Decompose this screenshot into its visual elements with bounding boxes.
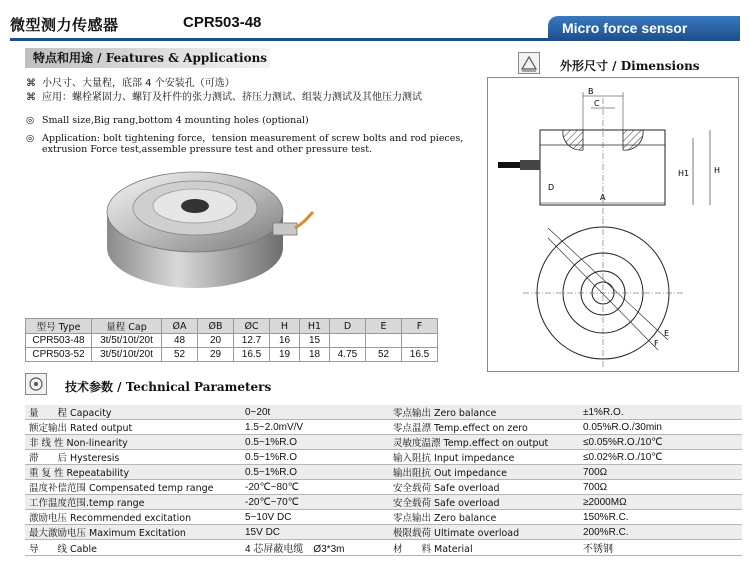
dim-label-a: A xyxy=(600,193,606,202)
table-cell: 额定输出 Rated output xyxy=(25,420,241,435)
dimension-drawing xyxy=(487,77,739,372)
parameter-table xyxy=(25,405,742,556)
table-cell: 重 复 性 Repeatability xyxy=(25,465,241,480)
feature-en-line-1: ◎ Small size,Big rang,bottom 4 mounting holes (optional) xyxy=(26,115,309,126)
technical-icon xyxy=(25,373,47,395)
product-tab: Micro force sensor xyxy=(548,16,740,41)
table-cell: 材 料 Material xyxy=(389,540,579,556)
table-cell: 0.05%R.O./30min xyxy=(579,420,742,435)
dimension-icon xyxy=(518,52,540,74)
table-cell: 灵敏度温漂 Temp.effect on output xyxy=(389,435,579,450)
model-title: CPR503-48 xyxy=(183,14,262,31)
features-heading: 特点和用途 / Features & Applications xyxy=(25,48,270,68)
bullet-icon: ◎ xyxy=(26,133,35,144)
table-cell: ≤0.05%R.O./10℃ xyxy=(579,435,742,450)
table-cell: 150%R.C. xyxy=(579,510,742,525)
table-cell: 零点输出 Zero balance xyxy=(389,510,579,525)
table-row xyxy=(25,420,742,435)
feature-cn-line-2: ⌘ 应用：螺栓紧固力、螺钉及杆件的张力测试、挤压力测试、组装力测试及其他压力测试 xyxy=(26,92,422,103)
table-cell: 0.5~1%R.O xyxy=(241,450,389,465)
table-cell: 700Ω xyxy=(579,480,742,495)
table-cell: 4 芯屏蔽电缆 Ø3*3m xyxy=(241,540,389,556)
table-cell: 输入阻抗 Input impedance xyxy=(389,450,579,465)
table-cell: 15V DC xyxy=(241,525,389,540)
dim-label-b: B xyxy=(588,87,594,96)
table-cell: 输出阻抗 Out impedance xyxy=(389,465,579,480)
dimensions-heading: 外形尺寸 / Dimensions xyxy=(518,52,743,76)
feature-en-line-2: ◎ Application: bolt tightening force，tension measurement of screw bolts and rod pieces, xyxy=(26,133,464,144)
table-row xyxy=(25,525,742,540)
technical-heading: 技术参数 / Technical Parameters xyxy=(25,373,505,397)
table-cell: 5~10V DC xyxy=(241,510,389,525)
table-cell: 滞 后 Hysteresis xyxy=(25,450,241,465)
bullet-icon: ◎ xyxy=(26,115,35,126)
model-table xyxy=(25,318,438,362)
table-row: CPR503-52 3t/5t/10t/20t 52 29 16.5 19 18 4.75 52 16.5 xyxy=(26,348,438,362)
table-row xyxy=(25,435,742,450)
model-table-header: 型号 Type 量程 Cap ØA ØB ØC H H1 D E F xyxy=(26,319,438,334)
bullet-icon: ⌘ xyxy=(26,92,36,103)
page-title-cn: 微型测力传感器 xyxy=(10,16,119,34)
table-cell: 量 程 Capacity xyxy=(25,405,241,420)
dim-label-d: D xyxy=(548,183,555,192)
table-cell: 安全载荷 Safe overload xyxy=(389,480,579,495)
table-row xyxy=(25,540,742,556)
table-cell: 温度补偿范围 Compensated temp range xyxy=(25,480,241,495)
table-row xyxy=(25,465,742,480)
table-cell: ≥2000MΩ xyxy=(579,495,742,510)
dim-label-h: H xyxy=(714,166,721,175)
sensor-photo xyxy=(95,160,315,310)
table-row xyxy=(25,480,742,495)
table-cell: 0~20t xyxy=(241,405,389,420)
table-row xyxy=(25,510,742,525)
dim-label-h1: H1 xyxy=(678,169,690,178)
table-cell: 激励电压 Recommended excitation xyxy=(25,510,241,525)
table-cell: 零点温漂 Temp.effect on zero xyxy=(389,420,579,435)
feature-en-line-3: extrusion Force test,assemble pressure test and other pressure test. xyxy=(42,144,373,155)
table-row xyxy=(25,450,742,465)
table-cell: 安全载荷 Safe overload xyxy=(389,495,579,510)
table-cell: ≤0.02%R.O./10℃ xyxy=(579,450,742,465)
dim-label-c: C xyxy=(594,99,600,108)
table-cell: 零点输出 Zero balance xyxy=(389,405,579,420)
table-cell: 不锈钢 xyxy=(579,540,742,556)
table-cell: 0.5~1%R.O xyxy=(241,435,389,450)
table-cell: 工作温度范围.temp range xyxy=(25,495,241,510)
table-row xyxy=(25,405,742,420)
table-cell: 导 线 Cable xyxy=(25,540,241,556)
table-cell: 非 线 性 Non-linearity xyxy=(25,435,241,450)
table-cell: 最大激励电压 Maximum Excitation xyxy=(25,525,241,540)
table-cell: 0.5~1%R.O xyxy=(241,465,389,480)
table-cell: 200%R.C. xyxy=(579,525,742,540)
feature-cn-line-1: ⌘ 小尺寸、大量程，底部 4 个安装孔（可选） xyxy=(26,78,235,89)
bullet-icon: ⌘ xyxy=(26,78,36,89)
table-row xyxy=(25,495,742,510)
table-cell: -20℃~70℃ xyxy=(241,495,389,510)
dim-label-e: E xyxy=(664,329,670,338)
table-cell: 1.5~2.0mV/V xyxy=(241,420,389,435)
table-cell: 700Ω xyxy=(579,465,742,480)
dim-label-f: F xyxy=(654,339,659,348)
table-cell: 极限载荷 Ultimate overload xyxy=(389,525,579,540)
table-row: CPR503-48 3t/5t/10t/20t 48 20 12.7 16 15 xyxy=(26,334,438,348)
table-cell: -20℃~80℃ xyxy=(241,480,389,495)
table-cell: ±1%R.O. xyxy=(579,405,742,420)
